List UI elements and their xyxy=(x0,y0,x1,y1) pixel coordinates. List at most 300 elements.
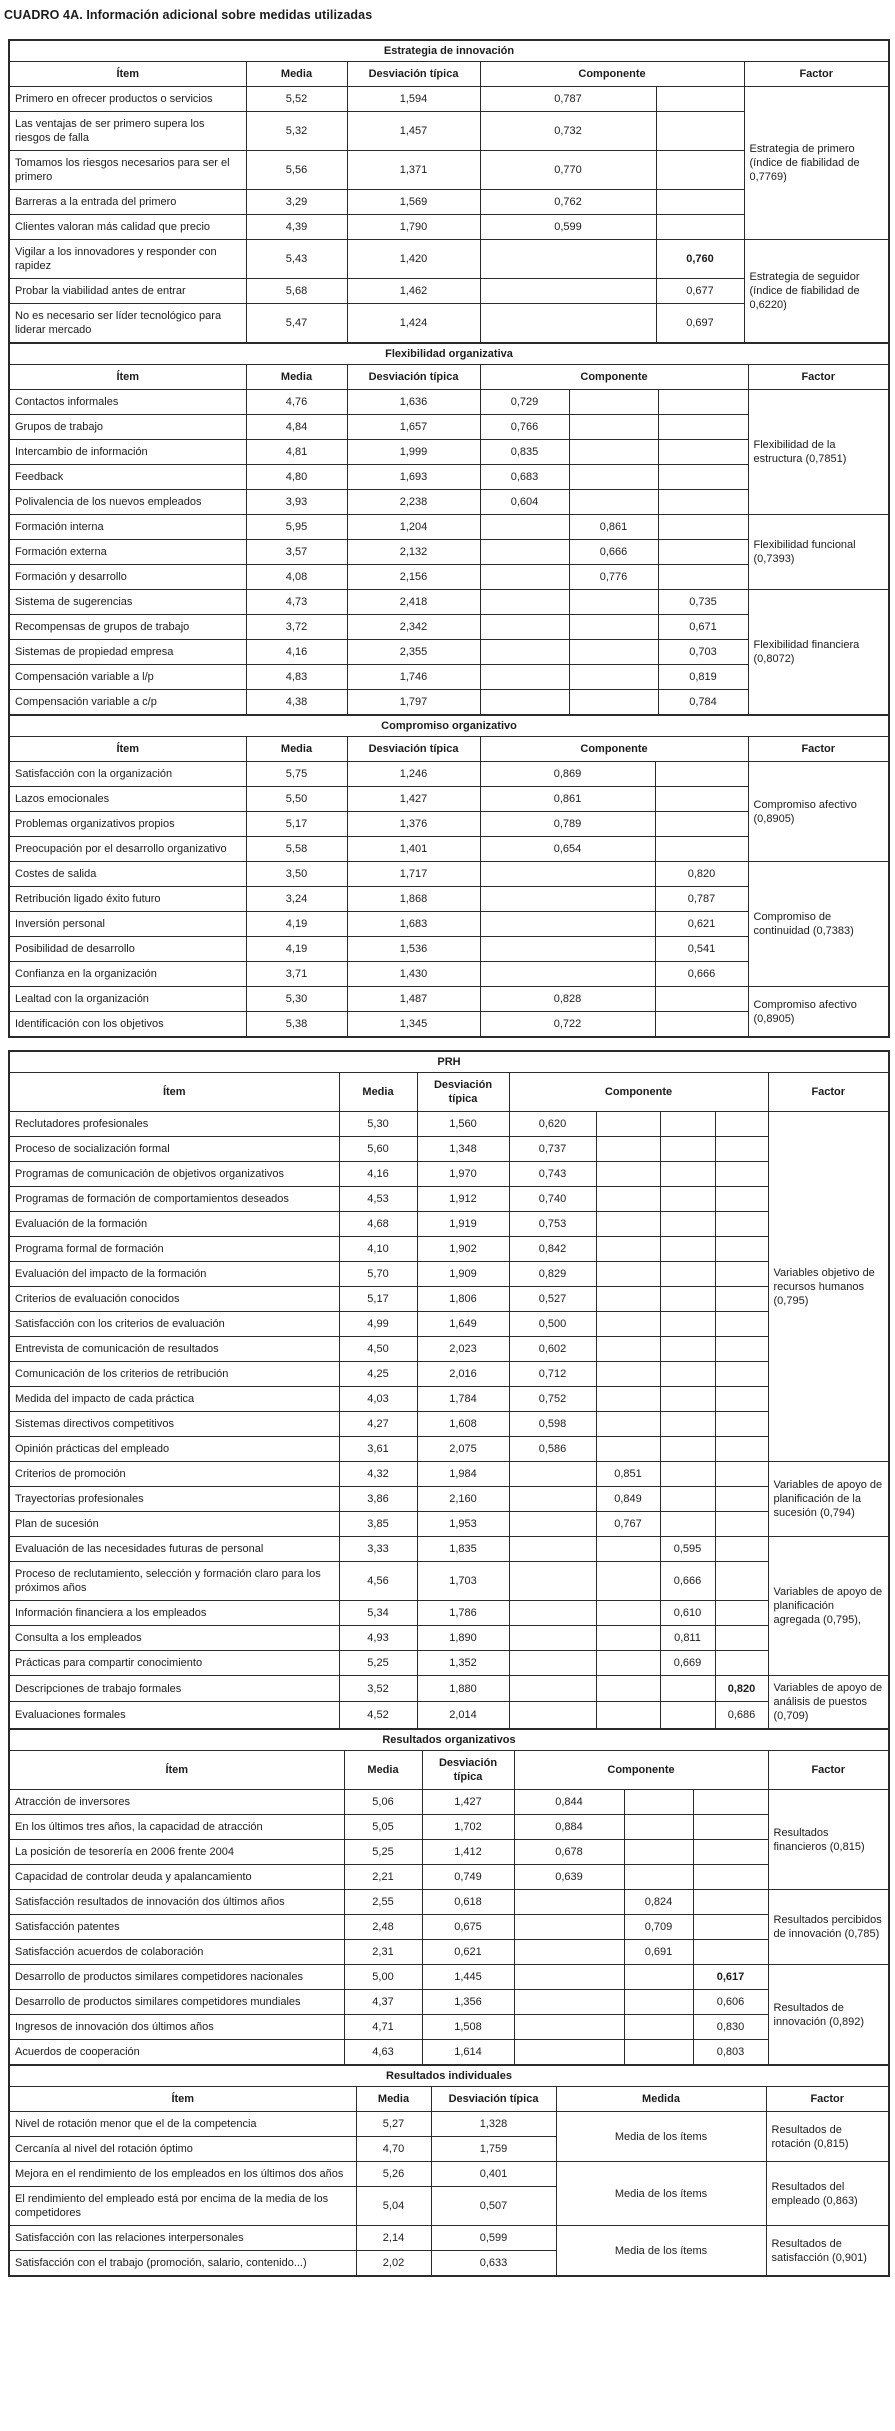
item-cell: En los últimos tres años, la capacidad de atracción xyxy=(9,1815,344,1840)
column-header-factor: Factor xyxy=(748,365,889,390)
table-row xyxy=(9,987,889,1012)
media-cell: 5,30 xyxy=(339,1112,417,1137)
component-cell xyxy=(596,1237,660,1262)
component-cell xyxy=(509,1562,596,1601)
table-row xyxy=(9,1562,889,1601)
factor-cell: Compromiso afectivo (0,8905) xyxy=(748,987,889,1038)
column-header-item: Ítem xyxy=(9,365,246,390)
component-cell: 0,789 xyxy=(480,812,655,837)
media-cell: 5,25 xyxy=(344,1840,422,1865)
component-cell xyxy=(624,2015,693,2040)
item-cell: Proceso de reclutamiento, selección y formación claro para los próximos años xyxy=(9,1562,339,1601)
component-cell xyxy=(715,1537,768,1562)
column-header-factor: Factor xyxy=(744,62,889,87)
table-row xyxy=(9,1462,889,1487)
component-cell: 0,606 xyxy=(693,1990,768,2015)
sd-cell: 1,246 xyxy=(347,762,480,787)
media-cell: 5,56 xyxy=(246,151,347,190)
component-cell: 0,737 xyxy=(509,1137,596,1162)
media-cell: 4,84 xyxy=(246,415,347,440)
component-cell xyxy=(624,1865,693,1890)
item-cell: Desarrollo de productos similares competidores nacionales xyxy=(9,1965,344,1990)
table-row xyxy=(9,1651,889,1676)
media-cell: 4,76 xyxy=(246,390,347,415)
media-cell: 3,61 xyxy=(339,1437,417,1462)
table-row xyxy=(9,590,889,615)
item-cell: Compensación variable a c/p xyxy=(9,690,246,716)
component-cell: 0,722 xyxy=(480,1012,655,1038)
item-cell: Probar la viabilidad antes de entrar xyxy=(9,279,246,304)
table-row xyxy=(9,240,889,279)
media-cell: 3,86 xyxy=(339,1487,417,1512)
component-cell xyxy=(480,690,569,716)
component-cell xyxy=(514,2015,624,2040)
table-row xyxy=(9,1815,889,1840)
item-cell: Trayectorias profesionales xyxy=(9,1487,339,1512)
sd-cell: 1,790 xyxy=(347,215,480,240)
item-cell: Nivel de rotación menor que el de la competencia xyxy=(9,2112,356,2137)
component-cell xyxy=(569,590,658,615)
sd-cell: 2,238 xyxy=(347,490,480,515)
component-cell xyxy=(569,390,658,415)
component-cell xyxy=(660,1437,715,1462)
component-cell xyxy=(658,540,748,565)
sd-cell: 1,786 xyxy=(417,1601,509,1626)
media-cell: 3,24 xyxy=(246,887,347,912)
component-cell: 0,686 xyxy=(715,1702,768,1729)
page-title: CUADRO 4A. Información adicional sobre medidas utilizadas xyxy=(4,8,373,22)
table-row xyxy=(9,1312,889,1337)
component-cell xyxy=(693,1815,768,1840)
media-cell: 4,56 xyxy=(339,1562,417,1601)
component-cell: 0,884 xyxy=(514,1815,624,1840)
component-cell xyxy=(660,1237,715,1262)
component-cell xyxy=(715,1312,768,1337)
sd-cell: 1,912 xyxy=(417,1187,509,1212)
component-cell: 0,819 xyxy=(658,665,748,690)
medida-cell: Media de los ítems xyxy=(556,2162,766,2226)
sd-cell: 1,401 xyxy=(347,837,480,862)
item-cell: Evaluación de las necesidades futuras de personal xyxy=(9,1537,339,1562)
component-cell xyxy=(693,1840,768,1865)
table-row xyxy=(9,1676,889,1702)
media-cell: 3,72 xyxy=(246,615,347,640)
item-cell: Atracción de inversores xyxy=(9,1790,344,1815)
item-cell: Mejora en el rendimiento de los empleados en los últimos dos años xyxy=(9,2162,356,2187)
section-table-5 xyxy=(8,2064,890,2277)
component-cell: 0,820 xyxy=(715,1676,768,1702)
column-header-sd: Desviación típica xyxy=(347,365,480,390)
tables-container xyxy=(0,39,895,2277)
media-cell: 2,55 xyxy=(344,1890,422,1915)
component-cell xyxy=(656,190,744,215)
item-cell: Plan de sucesión xyxy=(9,1512,339,1537)
component-cell xyxy=(569,490,658,515)
item-cell: Reclutadores profesionales xyxy=(9,1112,339,1137)
factor-cell: Resultados de rotación (0,815) xyxy=(766,2112,889,2162)
component-cell xyxy=(656,215,744,240)
component-cell xyxy=(693,1865,768,1890)
media-cell: 4,71 xyxy=(344,2015,422,2040)
media-cell: 2,02 xyxy=(356,2251,431,2277)
component-cell: 0,677 xyxy=(656,279,744,304)
component-cell: 0,743 xyxy=(509,1162,596,1187)
component-cell xyxy=(655,987,748,1012)
section-band-row xyxy=(9,715,889,737)
component-cell: 0,712 xyxy=(509,1362,596,1387)
factor-cell: Resultados de innovación (0,892) xyxy=(768,1965,889,2066)
factor-cell: Variables de apoyo de análisis de puestos (0,709) xyxy=(768,1676,889,1730)
column-header-item: Ítem xyxy=(9,1073,339,1112)
sd-cell: 1,462 xyxy=(347,279,480,304)
sd-cell: 1,890 xyxy=(417,1626,509,1651)
sd-cell: 1,445 xyxy=(422,1965,514,1990)
sd-cell: 1,345 xyxy=(347,1012,480,1038)
sd-cell: 2,023 xyxy=(417,1337,509,1362)
component-cell xyxy=(624,1790,693,1815)
section-title: Resultados individuales xyxy=(9,2065,889,2087)
sd-cell: 0,675 xyxy=(422,1915,514,1940)
section-band-row xyxy=(9,1729,889,1751)
media-cell: 3,33 xyxy=(339,1537,417,1562)
media-cell: 3,71 xyxy=(246,962,347,987)
component-cell: 0,595 xyxy=(660,1537,715,1562)
component-cell xyxy=(715,1512,768,1537)
item-cell: Capacidad de controlar deuda y apalancamiento xyxy=(9,1865,344,1890)
component-cell xyxy=(715,1337,768,1362)
table-row xyxy=(9,1237,889,1262)
component-cell xyxy=(596,1562,660,1601)
item-cell: Satisfacción acuerdos de colaboración xyxy=(9,1940,344,1965)
sd-cell: 1,594 xyxy=(347,87,480,112)
component-cell xyxy=(596,1187,660,1212)
media-cell: 5,38 xyxy=(246,1012,347,1038)
component-cell xyxy=(596,1137,660,1162)
component-cell xyxy=(509,1702,596,1729)
section-title: Resultados organizativos xyxy=(9,1729,889,1751)
media-cell: 4,37 xyxy=(344,1990,422,2015)
sd-cell: 1,759 xyxy=(431,2137,556,2162)
sd-cell: 1,746 xyxy=(347,665,480,690)
item-cell: Satisfacción resultados de innovación dos últimos años xyxy=(9,1890,344,1915)
column-header-componente: Componente xyxy=(514,1751,768,1790)
component-cell: 0,767 xyxy=(596,1512,660,1537)
sd-cell: 0,507 xyxy=(431,2187,556,2226)
media-cell: 3,29 xyxy=(246,190,347,215)
item-cell: Formación externa xyxy=(9,540,246,565)
component-cell xyxy=(715,1137,768,1162)
item-cell: Información financiera a los empleados xyxy=(9,1601,339,1626)
component-cell xyxy=(624,1815,693,1840)
table-row xyxy=(9,1601,889,1626)
component-cell xyxy=(660,1162,715,1187)
media-cell: 4,81 xyxy=(246,440,347,465)
item-cell: Polivalencia de los nuevos empleados xyxy=(9,490,246,515)
item-cell: Vigilar a los innovadores y responder con rapidez xyxy=(9,240,246,279)
column-header-sd: Desviación típica xyxy=(347,62,480,87)
component-cell xyxy=(715,1287,768,1312)
factor-cell: Flexibilidad funcional (0,7393) xyxy=(748,515,889,590)
item-cell: Compensación variable a l/p xyxy=(9,665,246,690)
component-cell xyxy=(655,1012,748,1038)
component-cell xyxy=(509,1512,596,1537)
component-cell: 0,602 xyxy=(509,1337,596,1362)
component-cell xyxy=(660,1337,715,1362)
item-cell: Consulta a los empleados xyxy=(9,1626,339,1651)
section-table-4 xyxy=(8,1728,890,2066)
component-cell xyxy=(655,812,748,837)
column-header-componente: Componente xyxy=(480,737,748,762)
media-cell: 4,03 xyxy=(339,1387,417,1412)
media-cell: 4,16 xyxy=(339,1162,417,1187)
media-cell: 5,60 xyxy=(339,1137,417,1162)
header-row xyxy=(9,1073,889,1112)
item-cell: Preocupación por el desarrollo organizativo xyxy=(9,837,246,862)
media-cell: 5,68 xyxy=(246,279,347,304)
column-header-media: Media xyxy=(246,62,347,87)
component-cell xyxy=(480,515,569,540)
header-row xyxy=(9,737,889,762)
component-cell xyxy=(509,1487,596,1512)
component-cell xyxy=(715,1187,768,1212)
column-header-factor: Factor xyxy=(766,2087,889,2112)
item-cell: Costes de salida xyxy=(9,862,246,887)
media-cell: 5,52 xyxy=(246,87,347,112)
component-cell xyxy=(660,1512,715,1537)
medida-cell: Media de los ítems xyxy=(556,2226,766,2277)
table-row xyxy=(9,1840,889,1865)
component-cell xyxy=(624,1990,693,2015)
media-cell: 5,32 xyxy=(246,112,347,151)
component-cell xyxy=(480,304,656,344)
sd-cell: 1,683 xyxy=(347,912,480,937)
media-cell: 5,17 xyxy=(246,812,347,837)
component-cell xyxy=(715,1651,768,1676)
component-cell xyxy=(569,615,658,640)
sd-cell: 1,560 xyxy=(417,1112,509,1137)
item-cell: Clientes valoran más calidad que precio xyxy=(9,215,246,240)
table-row xyxy=(9,1915,889,1940)
component-cell xyxy=(596,1651,660,1676)
sd-cell: 1,427 xyxy=(422,1790,514,1815)
table-row xyxy=(9,1537,889,1562)
sd-cell: 0,401 xyxy=(431,2162,556,2187)
component-cell xyxy=(509,1601,596,1626)
component-cell xyxy=(596,1437,660,1462)
component-cell xyxy=(658,565,748,590)
sd-cell: 1,868 xyxy=(347,887,480,912)
item-cell: Evaluación de la formación xyxy=(9,1212,339,1237)
sd-cell: 2,156 xyxy=(347,565,480,590)
factor-cell: Resultados percibidos de innovación (0,785) xyxy=(768,1890,889,1965)
factor-cell: Compromiso afectivo (0,8905) xyxy=(748,762,889,862)
column-header-item: Ítem xyxy=(9,2087,356,2112)
component-cell xyxy=(660,1312,715,1337)
sd-cell: 1,376 xyxy=(347,812,480,837)
media-cell: 5,47 xyxy=(246,304,347,344)
sd-cell: 1,328 xyxy=(431,2112,556,2137)
media-cell: 5,26 xyxy=(356,2162,431,2187)
component-cell: 0,803 xyxy=(693,2040,768,2066)
section-title: Estrategia de innovación xyxy=(9,40,889,62)
media-cell: 4,10 xyxy=(339,1237,417,1262)
table-row xyxy=(9,1790,889,1815)
table-row xyxy=(9,1212,889,1237)
component-cell xyxy=(655,787,748,812)
component-cell: 0,541 xyxy=(655,937,748,962)
sd-cell: 0,599 xyxy=(431,2226,556,2251)
sd-cell: 1,909 xyxy=(417,1262,509,1287)
item-cell: Primero en ofrecer productos o servicios xyxy=(9,87,246,112)
column-header-media: Media xyxy=(344,1751,422,1790)
component-cell xyxy=(480,640,569,665)
table-row xyxy=(9,2112,889,2137)
media-cell: 2,21 xyxy=(344,1865,422,1890)
component-cell xyxy=(715,1237,768,1262)
item-cell: Sistemas de propiedad empresa xyxy=(9,640,246,665)
item-cell: Lazos emocionales xyxy=(9,787,246,812)
table-row xyxy=(9,2226,889,2251)
component-cell xyxy=(480,912,655,937)
item-cell: Programas de comunicación de objetivos organizativos xyxy=(9,1162,339,1187)
item-cell: Cercanía al nivel del rotación óptimo xyxy=(9,2137,356,2162)
component-cell xyxy=(596,1387,660,1412)
table-row xyxy=(9,1187,889,1212)
component-cell xyxy=(480,279,656,304)
sd-cell: 2,016 xyxy=(417,1362,509,1387)
component-cell xyxy=(660,1362,715,1387)
column-header-sd: Desviación típica xyxy=(417,1073,509,1112)
item-cell: Grupos de trabajo xyxy=(9,415,246,440)
component-cell: 0,835 xyxy=(480,440,569,465)
media-cell: 4,53 xyxy=(339,1187,417,1212)
item-cell: Barreras a la entrada del primero xyxy=(9,190,246,215)
item-cell: Tomamos los riesgos necesarios para ser el primero xyxy=(9,151,246,190)
item-cell: Programas de formación de comportamientos deseados xyxy=(9,1187,339,1212)
media-cell: 2,31 xyxy=(344,1940,422,1965)
component-cell: 0,729 xyxy=(480,390,569,415)
component-cell xyxy=(596,1162,660,1187)
sd-cell: 1,352 xyxy=(417,1651,509,1676)
column-header-media: Media xyxy=(246,737,347,762)
media-cell: 4,52 xyxy=(339,1702,417,1729)
factor-cell: Compromiso de continuidad (0,7383) xyxy=(748,862,889,987)
component-cell xyxy=(596,1312,660,1337)
sd-cell: 1,797 xyxy=(347,690,480,716)
sd-cell: 1,420 xyxy=(347,240,480,279)
component-cell xyxy=(715,1437,768,1462)
sd-cell: 2,160 xyxy=(417,1487,509,1512)
section-band-row xyxy=(9,343,889,365)
sd-cell: 1,806 xyxy=(417,1287,509,1312)
section-title: PRH xyxy=(9,1051,889,1073)
sd-cell: 1,919 xyxy=(417,1212,509,1237)
media-cell: 4,93 xyxy=(339,1626,417,1651)
sd-cell: 1,457 xyxy=(347,112,480,151)
component-cell xyxy=(656,87,744,112)
component-cell: 0,654 xyxy=(480,837,655,862)
sd-cell: 1,424 xyxy=(347,304,480,344)
component-cell xyxy=(596,1626,660,1651)
table-row xyxy=(9,1412,889,1437)
media-cell: 4,70 xyxy=(356,2137,431,2162)
component-cell: 0,666 xyxy=(569,540,658,565)
table-row xyxy=(9,1137,889,1162)
sd-cell: 1,999 xyxy=(347,440,480,465)
sd-cell: 0,633 xyxy=(431,2251,556,2277)
sd-cell: 1,204 xyxy=(347,515,480,540)
component-cell: 0,586 xyxy=(509,1437,596,1462)
component-cell xyxy=(480,937,655,962)
table-row xyxy=(9,1262,889,1287)
component-cell: 0,639 xyxy=(514,1865,624,1890)
table-row xyxy=(9,1965,889,1990)
component-cell xyxy=(624,1965,693,1990)
factor-cell: Flexibilidad de la estructura (0,7851) xyxy=(748,390,889,515)
sd-cell: 2,342 xyxy=(347,615,480,640)
component-cell xyxy=(569,415,658,440)
item-cell: Posibilidad de desarrollo xyxy=(9,937,246,962)
component-cell: 0,861 xyxy=(569,515,658,540)
component-cell xyxy=(660,1287,715,1312)
media-cell: 4,25 xyxy=(339,1362,417,1387)
table-row xyxy=(9,2040,889,2066)
component-cell xyxy=(480,565,569,590)
table-row xyxy=(9,1990,889,2015)
table-row xyxy=(9,1487,889,1512)
component-cell xyxy=(715,1412,768,1437)
component-cell xyxy=(596,1601,660,1626)
component-cell xyxy=(693,1890,768,1915)
media-cell: 5,05 xyxy=(344,1815,422,1840)
component-cell xyxy=(480,862,655,887)
factor-cell: Resultados del empleado (0,863) xyxy=(766,2162,889,2226)
sd-cell: 1,880 xyxy=(417,1676,509,1702)
sd-cell: 1,657 xyxy=(347,415,480,440)
media-cell: 3,85 xyxy=(339,1512,417,1537)
media-cell: 4,83 xyxy=(246,665,347,690)
component-cell: 0,703 xyxy=(658,640,748,665)
sd-cell: 1,412 xyxy=(422,1840,514,1865)
media-cell: 5,34 xyxy=(339,1601,417,1626)
component-cell: 0,666 xyxy=(655,962,748,987)
media-cell: 5,50 xyxy=(246,787,347,812)
component-cell xyxy=(569,690,658,716)
component-cell xyxy=(658,390,748,415)
media-cell: 4,50 xyxy=(339,1337,417,1362)
sd-cell: 1,970 xyxy=(417,1162,509,1187)
column-header-item: Ítem xyxy=(9,1751,344,1790)
component-cell xyxy=(658,465,748,490)
component-cell xyxy=(480,240,656,279)
column-header-componente: Componente xyxy=(509,1073,768,1112)
component-cell xyxy=(660,1112,715,1137)
component-cell: 0,671 xyxy=(658,615,748,640)
component-cell: 0,787 xyxy=(480,87,656,112)
table-row xyxy=(9,1940,889,1965)
component-cell: 0,829 xyxy=(509,1262,596,1287)
component-cell: 0,770 xyxy=(480,151,656,190)
component-cell: 0,678 xyxy=(514,1840,624,1865)
media-cell: 4,32 xyxy=(339,1462,417,1487)
component-cell xyxy=(596,1537,660,1562)
sd-cell: 0,621 xyxy=(422,1940,514,1965)
component-cell: 0,762 xyxy=(480,190,656,215)
component-cell: 0,527 xyxy=(509,1287,596,1312)
table-row xyxy=(9,87,889,112)
item-cell: Desarrollo de productos similares competidores mundiales xyxy=(9,1990,344,2015)
item-cell: Feedback xyxy=(9,465,246,490)
